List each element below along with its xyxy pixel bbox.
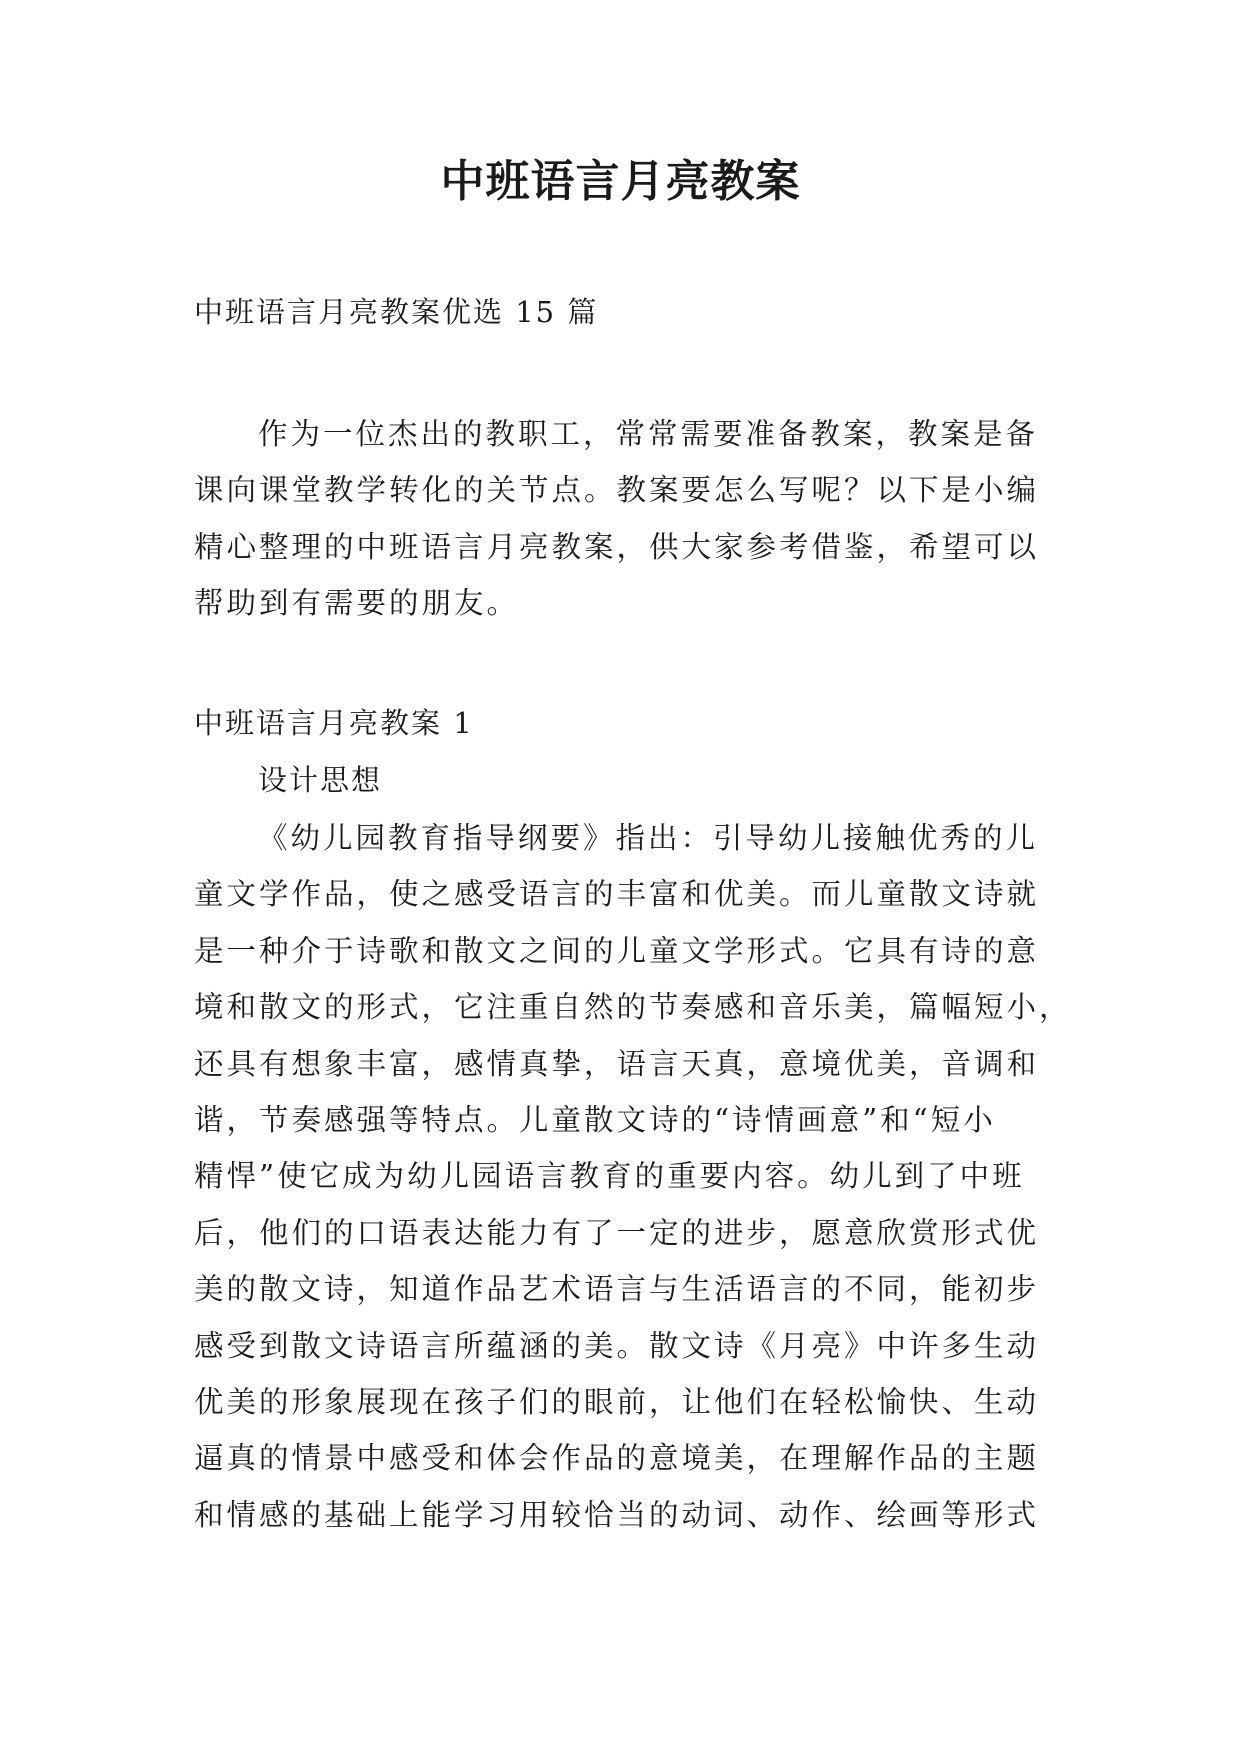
body-line: 童文学作品，使之感受语言的丰富和优美。而儿童散文诗就: [194, 877, 1040, 912]
body-line: 境和散文的形式，它注重自然的节奏感和音乐美，篇幅短小，: [194, 990, 1072, 1025]
body-paragraph: [194, 810, 1072, 1543]
body-line: 美的散文诗，知道作品艺术语言与生活语言的不同，能初步: [194, 1272, 1040, 1307]
document-title: 中班语言月亮教案: [440, 156, 801, 207]
body-line: 优美的形象展现在孩子们的眼前，让他们在轻松愉快、生动: [194, 1385, 1040, 1420]
body-line: 是一种介于诗歌和散文之间的儿童文学形式。它具有诗的意: [194, 933, 1040, 968]
section-title: 中班语言月亮教案 1: [194, 706, 474, 740]
intro-line: 课向课堂教学转化的关节点。教案要怎么写呢？以下是小编: [194, 473, 1040, 508]
body-line: 精悍”使它成为幼儿园语言教育的重要内容。幼儿到了中班: [194, 1159, 1025, 1194]
intro-line: 帮助到有需要的朋友。: [194, 586, 520, 621]
body-line: 《幼儿园教育指导纲要》指出：引导幼儿接触优秀的儿: [258, 821, 1039, 855]
body-line: 后，他们的口语表达能力有了一定的进步，愿意欣赏形式优: [194, 1215, 1040, 1250]
body-line: 还具有想象丰富，感情真挚，语言天真，意境优美，音调和: [194, 1046, 1040, 1081]
body-line: 逼真的情景中感受和体会作品的意境美，在理解作品的主题: [194, 1441, 1040, 1476]
intro-line: 作为一位杰出的教职工，常常需要准备教案，教案是备: [258, 417, 1039, 451]
intro-paragraph: [194, 406, 1054, 632]
body-line: 感受到散文诗语言所蕴涵的美。散文诗《月亮》中许多生动: [194, 1328, 1040, 1363]
section-subheading: 设计思想: [258, 763, 383, 797]
document-subtitle: 中班语言月亮教案优选 15 篇: [194, 295, 599, 329]
body-line: 和情感的基础上能学习用较恰当的动词、动作、绘画等形式: [194, 1497, 1040, 1532]
body-line: 谐，节奏感强等特点。儿童散文诗的“诗情画意”和“短小: [194, 1103, 996, 1138]
intro-line: 精心整理的中班语言月亮教案，供大家参考借鉴，希望可以: [194, 529, 1040, 564]
